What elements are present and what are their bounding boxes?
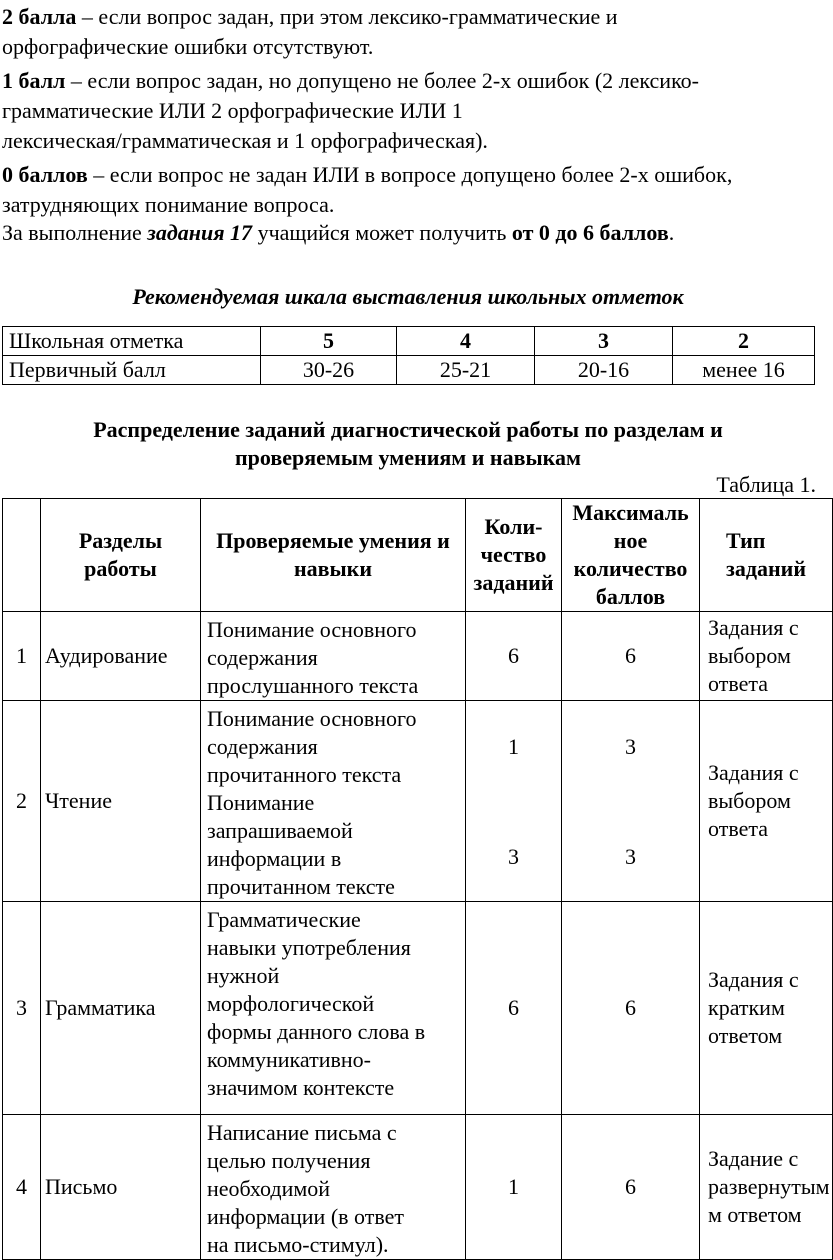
- row4-skill-l4: информации (в ответ: [207, 1204, 405, 1229]
- distribution-title-line1: Распределение заданий диагностической работы по разделам и: [93, 417, 723, 442]
- row4-section: Письмо: [41, 1115, 201, 1260]
- scale-mark-3: 3: [535, 327, 673, 356]
- row4-type-l1: Задание с: [708, 1146, 799, 1171]
- scale-row-scores: [3, 356, 815, 385]
- row3-skill-l4: морфологической: [207, 991, 375, 1016]
- row2-count: [466, 701, 562, 902]
- task-17-total-task: задания 17: [147, 220, 253, 245]
- row2-type-l3: ответа: [708, 816, 768, 841]
- row2-skill-a-l3: прочитанного текста: [207, 762, 402, 787]
- table-header-row: [3, 499, 833, 612]
- criterion-1-point-line2: грамматические ИЛИ 2 орфографические ИЛИ 1: [2, 98, 463, 123]
- scale-score-4: 25-21: [397, 356, 535, 385]
- header-skills-l2: навыки: [293, 556, 373, 581]
- row1-skills: [201, 612, 466, 701]
- header-section: [41, 499, 201, 612]
- task-17-total-range: от 0 до 6 баллов: [511, 220, 669, 245]
- row2-skill-a-l1: Понимание основного: [207, 706, 417, 731]
- header-type: [700, 499, 833, 612]
- task-17-total-a: За выполнение: [2, 220, 148, 245]
- header-max-l1: Максималь: [572, 500, 689, 525]
- criterion-1-point-line3: лексическая/грамматическая и 1 орфографическая).: [2, 128, 488, 153]
- table-row: [3, 902, 833, 1115]
- row3-skill-l2: навыки употребления: [207, 935, 411, 960]
- header-count-l3: заданий: [473, 570, 554, 595]
- row3-type-l3: ответом: [708, 1023, 783, 1048]
- row3-skills: [201, 902, 466, 1115]
- row1-count: 6: [466, 612, 562, 701]
- task-17-total-c: учащийся может получить: [252, 220, 512, 245]
- scale-row-scores-label: Первичный балл: [3, 356, 261, 385]
- row2-count-a: 1: [508, 734, 519, 759]
- criterion-2-points-label: 2 балла: [2, 4, 77, 29]
- grading-scale-table: [2, 326, 815, 385]
- row4-skills: [201, 1115, 466, 1260]
- row2-skill-a-l2: содержания: [207, 734, 318, 759]
- row4-type-l2: развернутым: [708, 1174, 830, 1199]
- row3-section: Грамматика: [41, 902, 201, 1115]
- criterion-0-points: [2, 160, 732, 190]
- row1-number: 1: [3, 612, 41, 701]
- row2-skill-b-l4: прочитанном тексте: [207, 874, 395, 899]
- scale-mark-2: 2: [673, 327, 815, 356]
- row2-type: [700, 701, 833, 902]
- row2-max: [562, 701, 700, 902]
- header-section-l2: работы: [84, 556, 157, 581]
- criterion-0-points-text: – если вопрос не задан ИЛИ в вопросе допущено более 2-х ошибок,: [87, 162, 733, 187]
- row3-skill-l5: формы данного слова в: [207, 1019, 426, 1044]
- scale-mark-4: 4: [397, 327, 535, 356]
- row2-skill-b-l3: информации в: [207, 846, 342, 871]
- row3-skill-l1: Грамматические: [207, 907, 361, 932]
- header-max-l2: ное: [613, 528, 648, 553]
- row2-count-b: 3: [508, 844, 519, 869]
- row2-section: Чтение: [41, 701, 201, 902]
- row2-skills: [201, 701, 466, 902]
- row1-type-l2: выбором: [708, 643, 791, 668]
- scale-score-5: 30-26: [261, 356, 397, 385]
- criterion-2-points-text: – если вопрос задан, при этом лексико-грамматические и: [76, 4, 618, 29]
- row3-type-l2: кратким: [708, 995, 785, 1020]
- scale-mark-5: 5: [261, 327, 397, 356]
- header-count-l1: Коли-: [484, 514, 543, 539]
- table-row: [3, 1115, 833, 1260]
- criterion-0-points-line2: затрудняющих понимание вопроса.: [2, 192, 335, 217]
- row1-type-l1: Задания с: [708, 615, 799, 640]
- row1-section: Аудирование: [41, 612, 201, 701]
- row4-type-l3: м ответом: [708, 1202, 802, 1227]
- task-17-total: [2, 218, 674, 248]
- scale-title: Рекомендуемая шкала выставления школьных отметок: [132, 284, 684, 309]
- task-17-total-e: .: [668, 220, 675, 245]
- header-count-l2: чество: [480, 542, 547, 567]
- row2-max-a: 3: [625, 734, 636, 759]
- header-skills-l1: Проверяемые умения и: [216, 528, 450, 553]
- row4-skill-l5: на письмо-стимул).: [207, 1232, 389, 1257]
- distribution-table: [2, 498, 833, 1260]
- scale-row-marks-label: Школьная отметка: [3, 327, 261, 356]
- row3-skill-l3: нужной: [207, 963, 280, 988]
- table-row: [3, 612, 833, 701]
- criterion-1-point-text: – если вопрос задан, но допущено не более 2-х ошибок (2 лексико-: [65, 68, 699, 93]
- criterion-1-point: [2, 66, 699, 96]
- row3-type: [700, 902, 833, 1115]
- row1-type: [700, 612, 833, 701]
- row4-type: [700, 1115, 833, 1260]
- criterion-2-points-line2: орфографические ошибки отсутствуют.: [2, 34, 374, 59]
- header-type-l1: Тип: [726, 528, 766, 553]
- criterion-0-points-label: 0 баллов: [2, 162, 88, 187]
- row2-max-b: 3: [625, 844, 636, 869]
- row3-number: 3: [3, 902, 41, 1115]
- row1-max: 6: [562, 612, 700, 701]
- table-caption: Таблица 1.: [716, 472, 816, 497]
- row3-skill-l6: коммуникативно-: [207, 1047, 371, 1072]
- distribution-title-line2: проверяемым умениям и навыкам: [235, 445, 581, 470]
- row2-number: 2: [3, 701, 41, 902]
- row3-max: 6: [562, 902, 700, 1115]
- row1-type-l3: ответа: [708, 671, 768, 696]
- row1-skill-l3: прослушанного текста: [207, 673, 419, 698]
- row3-count: 6: [466, 902, 562, 1115]
- row3-type-l1: Задания с: [708, 967, 799, 992]
- header-type-l2: заданий: [726, 556, 806, 581]
- header-max: [562, 499, 700, 612]
- row4-number: 4: [3, 1115, 41, 1260]
- row2-skill-b-l2: запрашиваемой: [207, 818, 353, 843]
- row4-count: 1: [466, 1115, 562, 1260]
- criterion-1-point-label: 1 балл: [2, 68, 66, 93]
- header-skills: [201, 499, 466, 612]
- row2-type-l1: Задания с: [708, 760, 799, 785]
- row3-skill-l7: значимом контексте: [207, 1075, 395, 1100]
- scale-row-marks: [3, 327, 815, 356]
- row4-max: 6: [562, 1115, 700, 1260]
- header-max-l3: количество: [573, 556, 688, 581]
- header-max-l4: баллов: [595, 584, 666, 609]
- scale-score-3: 20-16: [535, 356, 673, 385]
- row1-skill-l1: Понимание основного: [207, 617, 417, 642]
- row4-skill-l2: целью получения: [207, 1148, 371, 1173]
- header-number: [3, 499, 41, 612]
- row4-skill-l3: необходимой: [207, 1176, 331, 1201]
- scale-score-2: менее 16: [673, 356, 815, 385]
- criterion-2-points: [2, 2, 618, 32]
- row2-skill-b-l1: Понимание: [207, 790, 315, 815]
- table-row: [3, 701, 833, 902]
- row1-skill-l2: содержания: [207, 645, 318, 670]
- header-section-l1: Разделы: [78, 528, 163, 553]
- header-count: [466, 499, 562, 612]
- row2-type-l2: выбором: [708, 788, 791, 813]
- row4-skill-l1: Написание письма с: [207, 1120, 397, 1145]
